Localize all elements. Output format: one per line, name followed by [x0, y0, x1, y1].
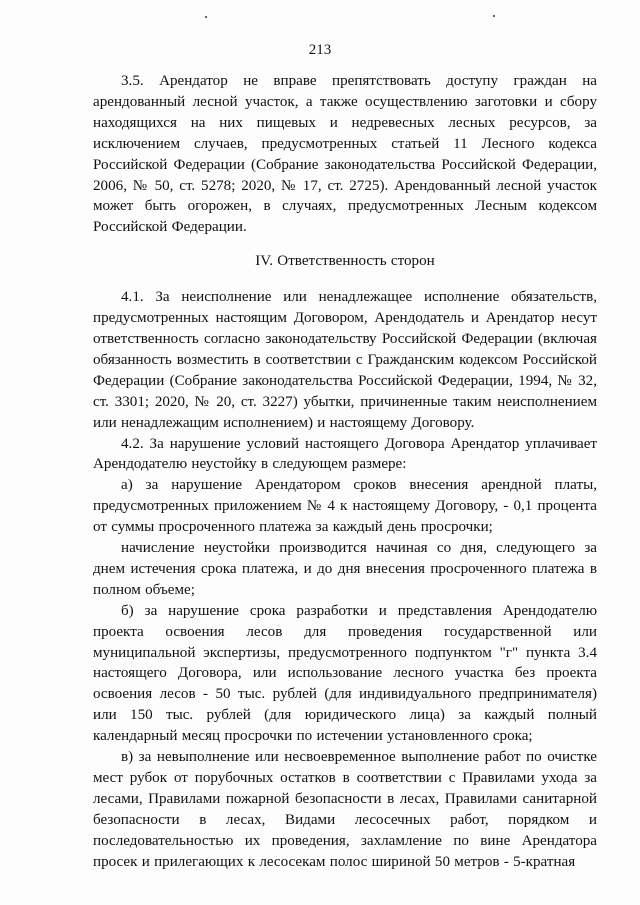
- scan-speck: [205, 16, 207, 18]
- paragraph-4-2-a: а) за нарушение Арендатором сроков внесения арендной платы, предусмотренных приложением № 4 к настоящему Договору, - 0,1 процента от суммы просроченного платежа за каждый день просрочки;: [93, 477, 597, 536]
- document-body: [93, 71, 597, 873]
- paragraph-4-1: 4.1. За неисполнение или ненадлежащее исполнение обязательств, предусмотренных настоящим Договором, Арендодатель и Арендатор несут ответственность согласно законодательству Российской Федерации (включая обязанность возместить в соответствии с Гражданским кодексом Российской Федерации (Собрание законодательства Российской Федерации, 1994, № 32, ст. 3301; 2020, № 20, ст. 3227) убытки, причиненные таким неисполнением или ненадлежащим исполнением) и настоящему Договору.: [93, 289, 597, 431]
- paragraph-penalty-accrual: начисление неустойки производится начиная со дня, следующего за днем истечения срока платежа, и до дня внесения просроченного платежа в полном объеме;: [93, 540, 597, 598]
- paragraph-3-5: 3.5. Арендатор не вправе препятствовать доступу граждан на арендованный лесной участок, а также осуществлению заготовки и сбору находящихся на них пищевых и недревесных лесных ресурсов, за исключением случаев, предусмотренных статьей 11 Лесного кодекса Российской Федерации (Собрание законодательства Российской Федерации, 2006, № 50, ст. 5278; 2020, № 17, ст. 2725). Арендованный лесной участок может быть огорожен, в случаях, предусмотренных Лесным кодексом Российской Федерации.: [93, 73, 597, 236]
- scan-speck: [493, 15, 495, 17]
- paragraph-4-2-v: в) за невыполнение или несвоевременное выполнение работ по очистке мест рубок от порубочных остатков в соответствии с Правилами ухода за лесами, Правилами пожарной безопасности в лесах, Правилами санитарной безопасности в лесах, Видами лесосечных работ, порядком и последовательностью их проведения, захламление по вине Арендатора просек и прилегающих к лесосекам полос шириной 50 метров - 5-кратная: [93, 749, 597, 870]
- paragraph-4-2: 4.2. За нарушение условий настоящего Договора Арендатор уплачивает Арендодателю неустойку в следующем размере:: [93, 435, 597, 473]
- paragraph-4-2-b: б) за нарушение срока разработки и представления Арендодателю проекта освоения лесов для проведения государственной или муниципальной экспертизы, предусмотренного подпунктом "г" пункта 3.4 настоящего Договора, или использование лесного участка без проекта освоения лесов - 50 тыс. рублей (для индивидуального предпринимателя) или 150 тыс. рублей (для юридического лица) за каждый полный календарный месяц просрочки по истечении установленного срока;: [93, 602, 597, 745]
- page-number: 213: [308, 42, 332, 58]
- section-heading: IV. Ответственность сторон: [255, 253, 435, 270]
